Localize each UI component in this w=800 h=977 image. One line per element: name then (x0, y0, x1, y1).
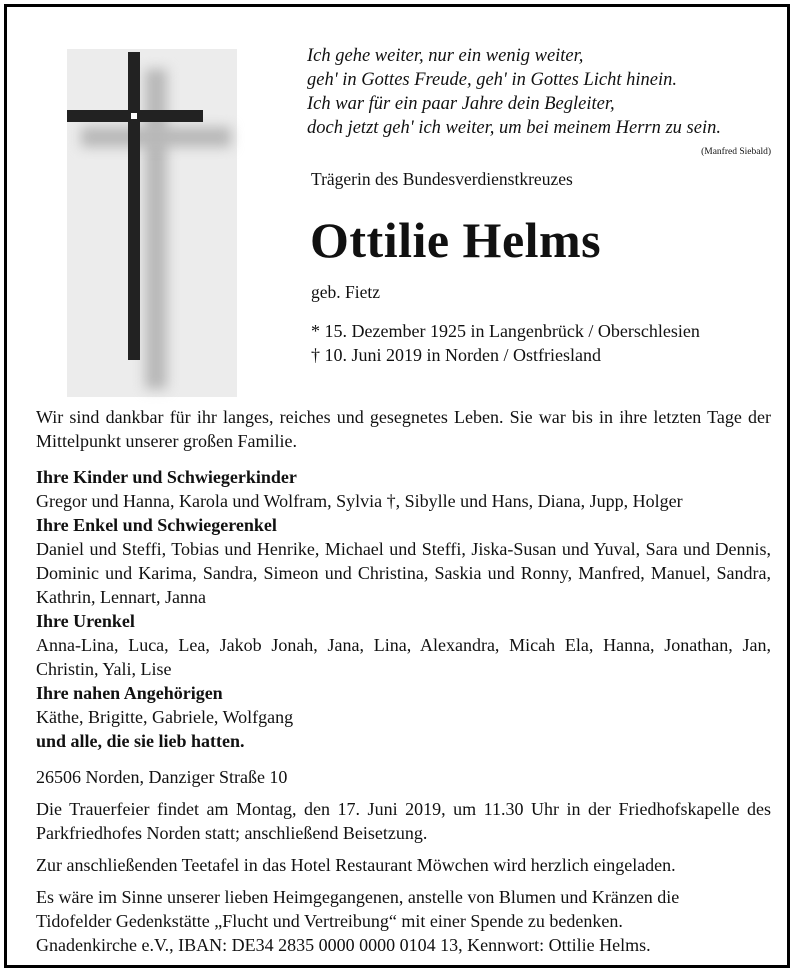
cross-image (67, 49, 237, 397)
birth-name: geb. Fietz (311, 282, 381, 302)
grandchildren-list: Daniel und Steffi, Tobias und Henrike, Michael und Steffi, Jiska-Susan und Yuval, Sara und Dennis, Dominic und Karima, Sandra, Simeon und Christina, Saskia und Ronny, Manfred, Manuel, Sandra, Kathrin, Lennart, Janna (36, 539, 771, 607)
intro-text: Wir sind dankbar für ihr langes, reiches und gesegnetes Leben. Sie war bis in ihre letzten Tage der Mittelpunkt unserer großen Familie. (36, 407, 771, 451)
deceased-name: Ottilie Helms (310, 212, 602, 268)
funeral-info: Die Trauerfeier findet am Montag, den 17. Juni 2019, um 11.30 Uhr in der Friedhofskapelle des Parkfriedhofes Norden statt; anschließend Beisetzung. (36, 799, 771, 843)
address: 26506 Norden, Danziger Straße 10 (36, 767, 288, 787)
poem-line: geh' in Gottes Freude, geh' in Gottes Licht hinein. (307, 70, 677, 90)
great-grandchildren-list: Anna-Lina, Luca, Lea, Jakob Jonah, Jana, Lina, Alexandra, Micah Ela, Hanna, Jonathan, Jan, Christin, Yali, Lise (36, 635, 771, 679)
children-heading: Ihre Kinder und Schwiegerkinder (36, 467, 297, 487)
poem-line: doch jetzt geh' ich weiter, um bei meinem Herrn zu sein. (307, 118, 721, 138)
relatives-heading: Ihre nahen Angehörigen (36, 683, 223, 703)
notice-body (36, 405, 771, 957)
donation-line: Gnadenkirche e.V., IBAN: DE34 2835 0000 0000 0104 13, Kennwort: Ottilie Helms. (36, 935, 651, 955)
poem-line: Ich gehe weiter, nur ein wenig weiter, (307, 46, 584, 66)
relatives-list: Käthe, Brigitte, Gabriele, Wolfgang (36, 707, 294, 727)
death-date: † 10. Juni 2019 in Norden / Ostfriesland (311, 345, 601, 365)
poem (307, 44, 767, 140)
life-dates (311, 319, 700, 367)
honor-line: Trägerin des Bundesverdienstkreuzes (311, 169, 573, 189)
poem-line: Ich war für ein paar Jahre dein Begleiter, (307, 94, 615, 114)
cross-icon (128, 52, 140, 360)
poem-author: (Manfred Siebald) (701, 147, 771, 157)
children-list: Gregor und Hanna, Karola und Wolfram, Sylvia †, Sibylle und Hans, Diana, Jupp, Holger (36, 491, 683, 511)
reception-info: Zur anschließenden Teetafel in das Hotel Restaurant Möwchen wird herzlich eingeladen. (36, 855, 676, 875)
grandchildren-heading: Ihre Enkel und Schwiegerenkel (36, 515, 277, 535)
donation-line: Tidofelder Gedenkstätte „Flucht und Vertreibung“ mit einer Spende zu bedenken. (36, 911, 623, 931)
birth-date: * 15. Dezember 1925 in Langenbrück / Oberschlesien (311, 321, 700, 341)
great-grandchildren-heading: Ihre Urenkel (36, 611, 135, 631)
closing-line: und alle, die sie lieb hatten. (36, 731, 245, 751)
obituary-notice (4, 4, 790, 968)
donation-line: Es wäre im Sinne unserer lieben Heimgegangenen, anstelle von Blumen und Kränzen die (36, 887, 680, 907)
